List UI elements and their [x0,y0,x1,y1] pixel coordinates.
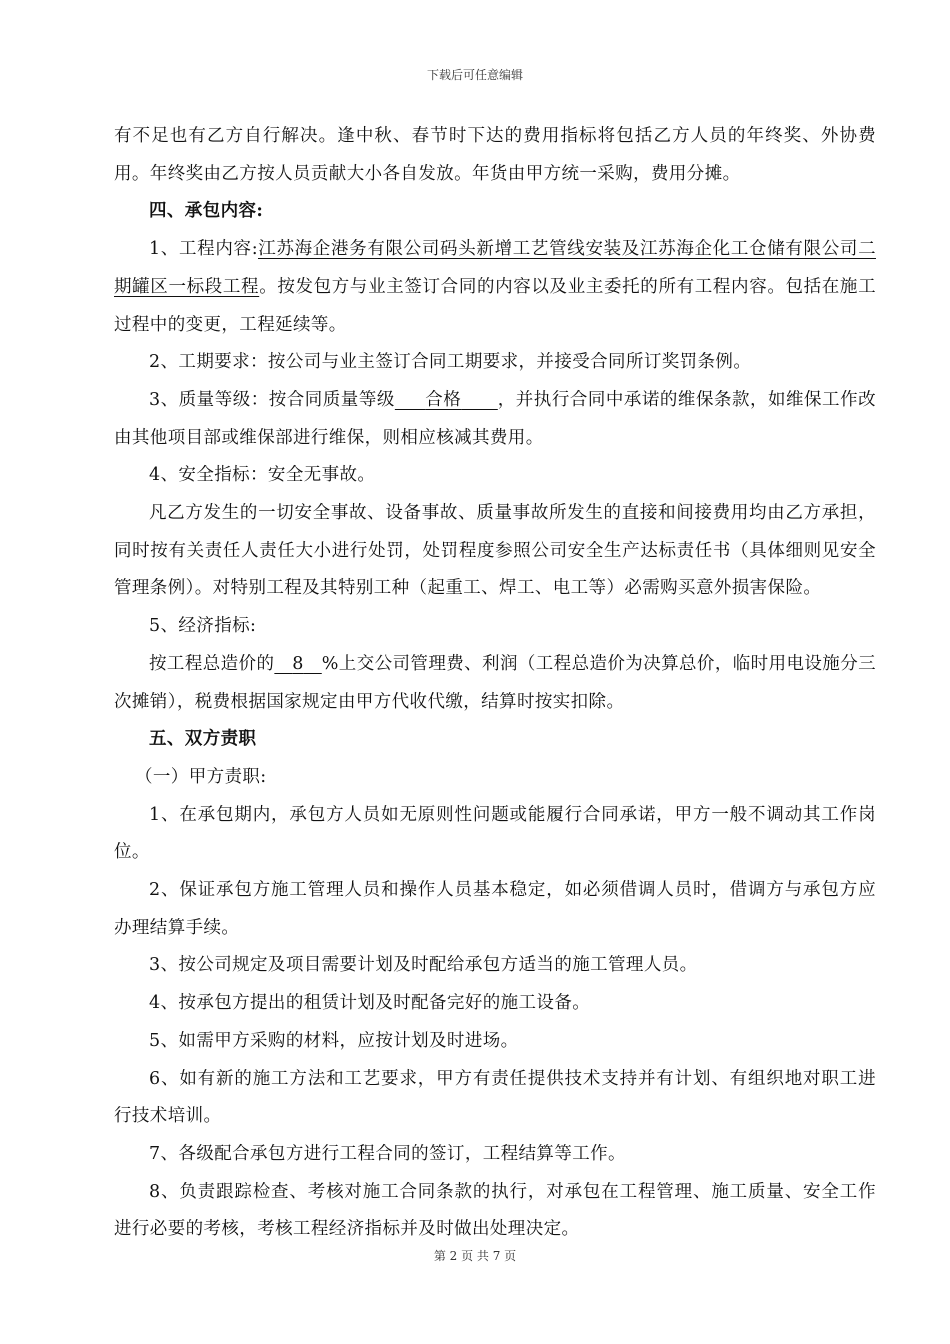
project-name-underlined: 江苏海企港务有限公司码头新增工艺管线安装及江苏海企化工仓储有限公司二期罐区一标段工程 [114,239,876,297]
paragraph-4-3-label: 3、质量等级：按合同质量等级 [149,389,395,410]
page-footer: 第 2 页 共 7 页 [433,1249,517,1263]
subsection-heading-party-a: （一）甲方责职: [135,766,267,787]
paragraph-4-1-rest: 。按发包方与业主签订合同的内容以及业主委托的所有工程内容。包括在施工过程中的变更，工程延续等。 [114,276,876,335]
paragraph-5-4: 4、按承包方提出的租赁计划及时配备完好的施工设备。 [149,993,591,1014]
paragraph-4-5: 5、经济指标: [149,616,257,637]
paragraph-5-5: 5、如需甲方采购的材料，应按计划及时进场。 [149,1030,519,1051]
paragraph-5-6: 6、如有新的施工方法和工艺要求，甲方有责任提供技术支持并有计划、有组织地对职工进行技术培训。 [114,1068,876,1127]
paragraph-4-5-label: 按工程总造价的 [149,653,275,674]
section-heading-4: 四、承包内容: [149,201,264,222]
quality-grade-underlined [395,390,498,410]
paragraph-4-3 [114,382,876,457]
paragraph-4-1 [114,231,876,344]
paragraph-4-3-rest: ，并执行合同中承诺的维保条款，如维保工作改由其他项目部或维保部进行维保，则相应核减其费用。 [114,389,876,448]
page-header: 下载后可任意编辑 [426,68,523,82]
document-body [114,118,876,1249]
paragraph-continuation: 有不足也有乙方自行解决。逢中秋、春节时下达的费用指标将包括乙方人员的年终奖、外协费用。年终奖由乙方按人员贡献大小各自发放。年货由甲方统一采购，费用分摊。 [114,126,876,184]
paragraph-4-4-detail: 凡乙方发生的一切安全事故、设备事故、质量事故所发生的直接和间接费用均由乙方承担，同时按有关责任人责任大小进行处罚，处罚程度参照公司安全生产达标责任书（具体细则见安全管理条例）。对特别工程及其特别工种（起重工、焊工、电工等）必需购买意外损害保险。 [114,503,876,599]
paragraph-5-2: 2、保证承包方施工管理人员和操作人员基本稳定，如必须借调人员时，借调方与承包方应办理结算手续。 [114,880,876,938]
paragraph-5-1: 1、在承包期内，承包方人员如无原则性问题或能履行合同承诺，甲方一般不调动其工作岗位。 [114,804,876,863]
paragraph-4-1-label: 1、工程内容: [149,239,258,260]
fee-percent-value: 8 [292,653,304,674]
paragraph-5-3: 3、按公司规定及项目需要计划及时配给承包方适当的施工管理人员。 [149,955,698,976]
paragraph-5-7: 7、各级配合承包方进行工程合同的签订，工程结算等工作。 [149,1143,626,1164]
paragraph-4-5-rest: %上交公司管理费、利润（工程总造价为决算总价，临时用电设施分三次摊销），税费根据国家规定由甲方代收代缴，结算时按实扣除。 [114,653,877,712]
paragraph-5-8: 8、负责跟踪检查、考核对施工合同条款的执行，对承包在工程管理、施工质量、安全工作进行必要的考核，考核工程经济指标并及时做出处理决定。 [114,1181,876,1240]
paragraph-4-4: 4、安全指标：安全无事故。 [149,465,376,486]
paragraph-4-2: 2、工期要求：按公司与业主签订合同工期要求，并接受合同所订奖罚条例。 [149,352,752,373]
section-heading-5: 五、双方责职 [149,729,257,750]
paragraph-4-5-detail [114,646,876,721]
quality-grade-value: 合格 [425,389,462,410]
fee-percent-underlined [274,654,321,674]
